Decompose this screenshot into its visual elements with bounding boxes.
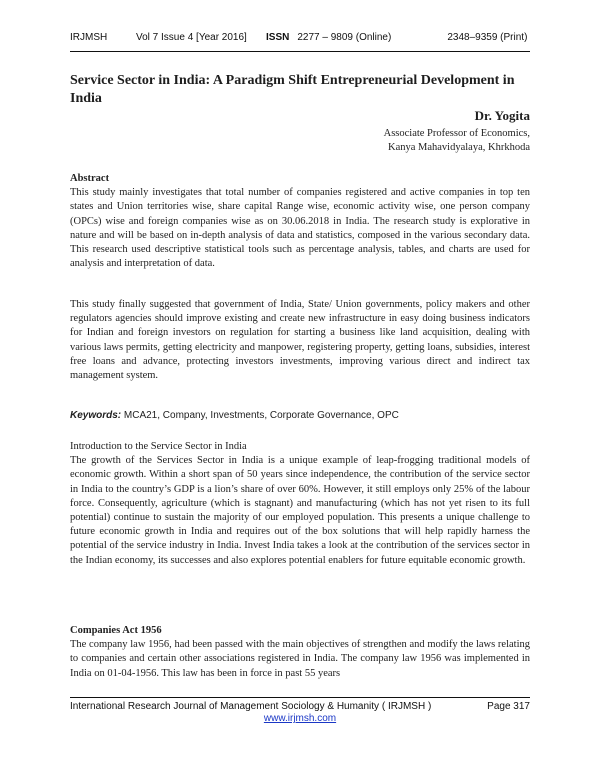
header-volume: Vol 7 Issue 4 [Year 2016] <box>136 32 247 43</box>
header-issn-print: 2348–9359 (Print) <box>447 32 528 43</box>
author-affiliation <box>384 127 530 155</box>
footer-page-number: Page 317 <box>487 701 530 712</box>
running-header <box>70 32 530 43</box>
intro-section <box>70 440 530 568</box>
header-journal: IRJMSH <box>70 32 108 43</box>
abstract-paragraph-2-block <box>70 298 530 383</box>
footer-url-link[interactable]: www.irjmsh.com <box>263 713 337 724</box>
article-title: Service Sector in India: A Paradigm Shift Entrepreneurial Development in India <box>70 73 515 106</box>
article-author: Dr. Yogita <box>474 108 530 123</box>
affiliation-line-1: Associate Professor of Economics, <box>383 128 530 139</box>
companies-act-paragraph: The company law 1956, had been passed with the main objectives of strengthen and modify the laws relating to companies and certain other associations registered in India. The company law 1956 was implemented in India on 01-04-1956. This law has been in force in past 55 years <box>70 639 530 679</box>
affiliation-line-2: Kanya Mahavidyalaya, Khrkhoda <box>388 142 530 153</box>
abstract-heading: Abstract <box>70 173 110 184</box>
abstract-paragraph-1: This study mainly investigates that total number of companies registered and active companies in top ten states and Union territories wise, share capital Range wise, economic activity wise, one person company (OPCs) wise and foreign companies wise as on 30.06.2018 in India. The research study is explorative in nature and will be based on in-depth analysis of data and statistics, composed in the various secondary data. This research used descriptive statistical tools such as percentage analysis, tables, and charts are used for analysis and interpretation of data. <box>70 187 530 270</box>
abstract-paragraph-2: This study finally suggested that government of India, State/ Union governments, policy makers and other regulators agencies should improve existing and create new infrastructure in easy doing business indicators for Indian and foreign investors on regulation for starting a business like land acquisition, dealing with various laws permits, getting electricity and manpower, registering property, getting loans, subsidies, interest free loans and advance, protecting investors investments, improving various direct and indirect tax management system. <box>70 299 530 382</box>
running-footer <box>70 701 530 724</box>
intro-heading: Introduction to the Service Sector in India <box>70 441 247 452</box>
abstract-section <box>70 172 530 271</box>
footer-rule <box>70 697 530 698</box>
footer-journal-name: International Research Journal of Management Sociology & Humanity ( IRJMSH ) <box>70 701 432 712</box>
header-rule <box>70 51 530 52</box>
keywords-line <box>70 409 530 423</box>
intro-paragraph: The growth of the Services Sector in India is a unique example of leap-frogging traditional models of economic growth. Within a short span of 50 years since independence, the contribution of the service sector in India to the country’s GDP is a lion’s share of over 60%. However, it still employs only 25% of the labour force. Consequently, agriculture (which is stagnant) and manufacturing (which has not yet risen to its full potential) continue to sustain the majority of our employed population. This presents a unique challenge to future economic growth in India and requires out of the box solutions that will help rapidly harness the potential of the service industry in India. Invest India takes a look at the contribution of the services sector in the Indian economy, its successes and also explores potential enablers for future equitable economic growth. <box>70 455 530 566</box>
keywords-label: Keywords: <box>70 410 122 421</box>
header-issn-online: 2277 – 9809 (Online) <box>297 32 392 43</box>
companies-act-section <box>70 624 530 681</box>
header-issn-label: ISSN <box>266 32 290 43</box>
keywords-text: MCA21, Company, Investments, Corporate Governance, OPC <box>121 410 399 421</box>
companies-act-heading: Companies Act 1956 <box>70 625 162 636</box>
